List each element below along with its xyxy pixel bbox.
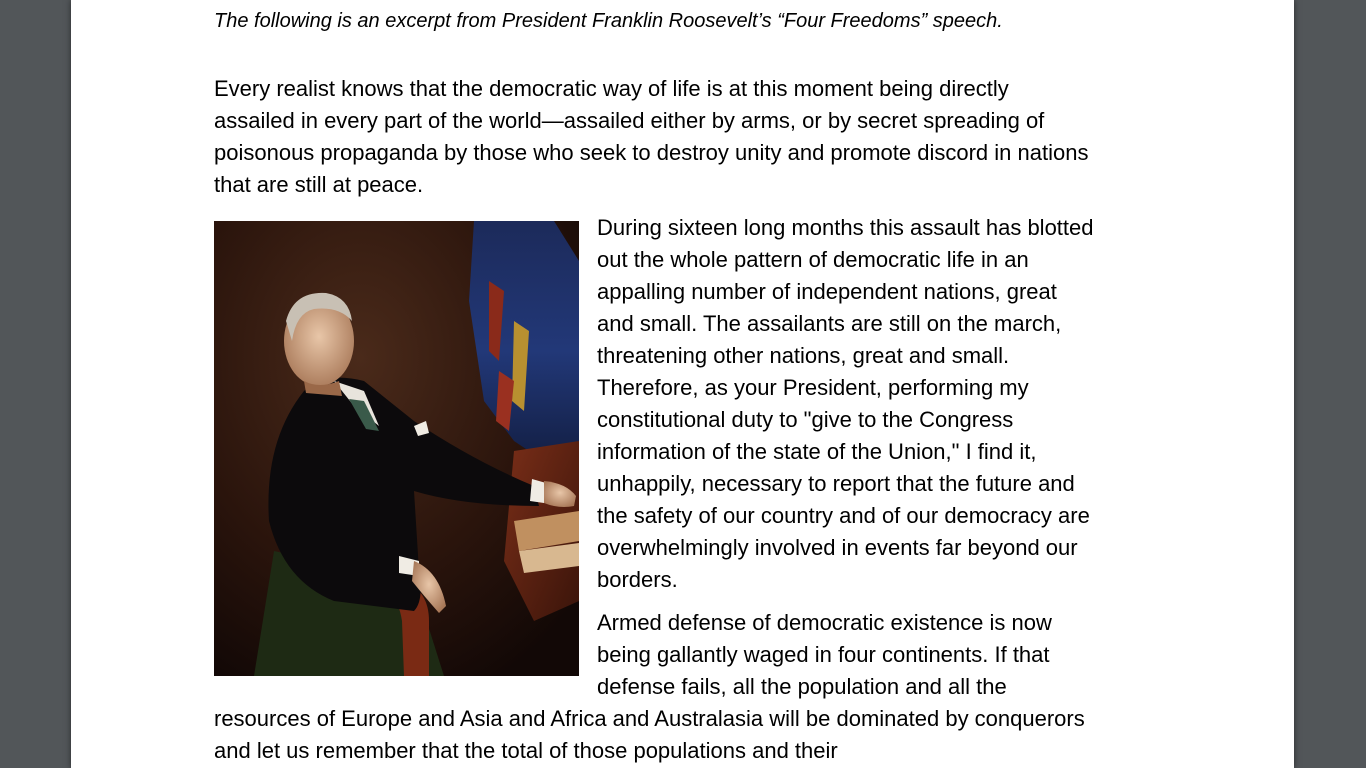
- roosevelt-portrait: [214, 221, 579, 676]
- paragraph-1: Every realist knows that the democratic way of life is at this moment being directly assailed in every part of the world—assailed either by arms, or by secret spreading of poisonous propaganda by those who seek to destroy unity and promote discord in nations that are still at peace.: [214, 76, 1089, 197]
- intro-text: The following is an excerpt from President Franklin Roosevelt’s “Four Freedoms” speech.: [214, 10, 1003, 32]
- document-page: [71, 0, 1294, 768]
- paragraph-3: Armed defense of democratic existence is now being gallantly waged in four continents. If that defense fails, all the population and all the resources of Europe and Asia and Africa and Australasia will be dominated by conquerors and let us remember that the total of those populations and their: [214, 610, 1085, 763]
- paragraph-2: During sixteen long months this assault has blotted out the whole pattern of democratic life in an appalling number of independent nations, great and small. The assailants are still on the march, threatening other nations, great and small. Therefore, as your President, performing my constitutional duty to "give to the Congress information of the state of the Union," I find it, unhappily, necessary to report that the future and the safety of our country and of our democracy are overwhelmingly involved in events far beyond our borders.: [597, 215, 1094, 592]
- text-with-figure: [214, 212, 1094, 768]
